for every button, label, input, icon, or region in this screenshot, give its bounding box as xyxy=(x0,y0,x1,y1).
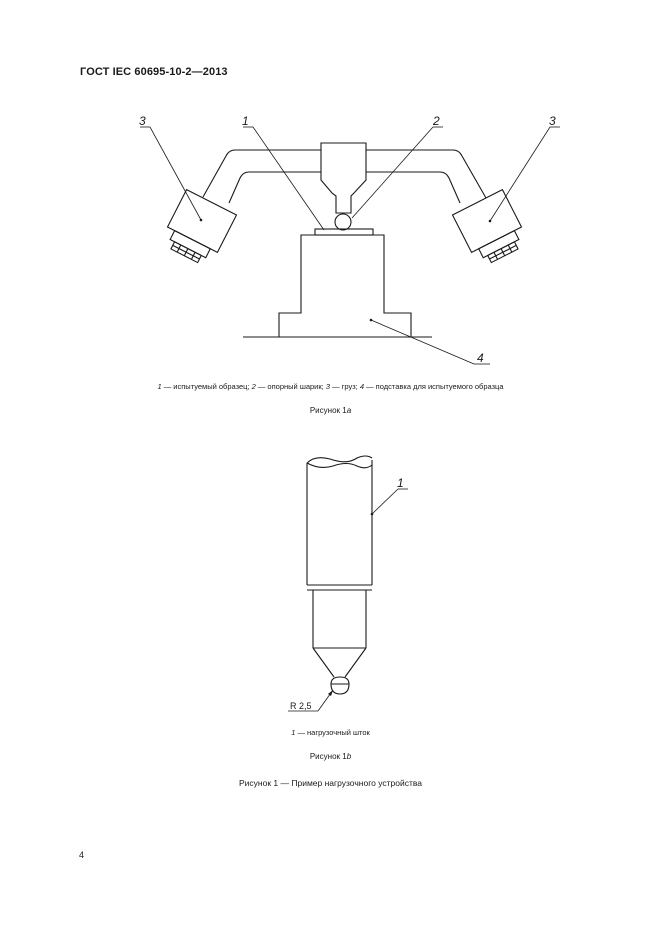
callout-2: 2 xyxy=(433,114,440,128)
figure-1b-drawing xyxy=(0,440,661,730)
figure-1-caption: Рисунок 1 — Пример нагрузочного устройства xyxy=(238,778,422,788)
ball-holder xyxy=(321,143,366,213)
figure-1b-caption: Рисунок 1b xyxy=(309,752,352,761)
figure-1a-drawing xyxy=(0,0,661,420)
figure-1a-legend: 1 — испытуемый образец; 2 — опорный шарик; 3 — груз; 4 — подставка для испытуемого образца xyxy=(157,382,504,391)
page-number: 4 xyxy=(79,850,85,860)
figure-1a-caption: Рисунок 1a xyxy=(309,406,352,415)
callout-1b: 1 xyxy=(397,476,404,490)
rod-break-line xyxy=(307,456,372,463)
rod-tip xyxy=(331,677,349,694)
support-ball xyxy=(335,214,351,230)
specimen-stand xyxy=(279,235,411,337)
callout-3-right: 3 xyxy=(549,114,556,128)
callout-1: 1 xyxy=(242,114,249,128)
callout-4: 4 xyxy=(477,351,484,365)
figure-1b-legend: 1 — нагрузочный шток xyxy=(291,728,370,737)
left-weight xyxy=(159,190,236,269)
right-weight xyxy=(453,190,530,269)
document-header: ГОСТ IEC 60695-10-2—2013 xyxy=(80,66,228,78)
radius-label: R 2,5 xyxy=(290,701,312,711)
rod-cone xyxy=(313,648,366,677)
callout-3-left: 3 xyxy=(139,114,146,128)
